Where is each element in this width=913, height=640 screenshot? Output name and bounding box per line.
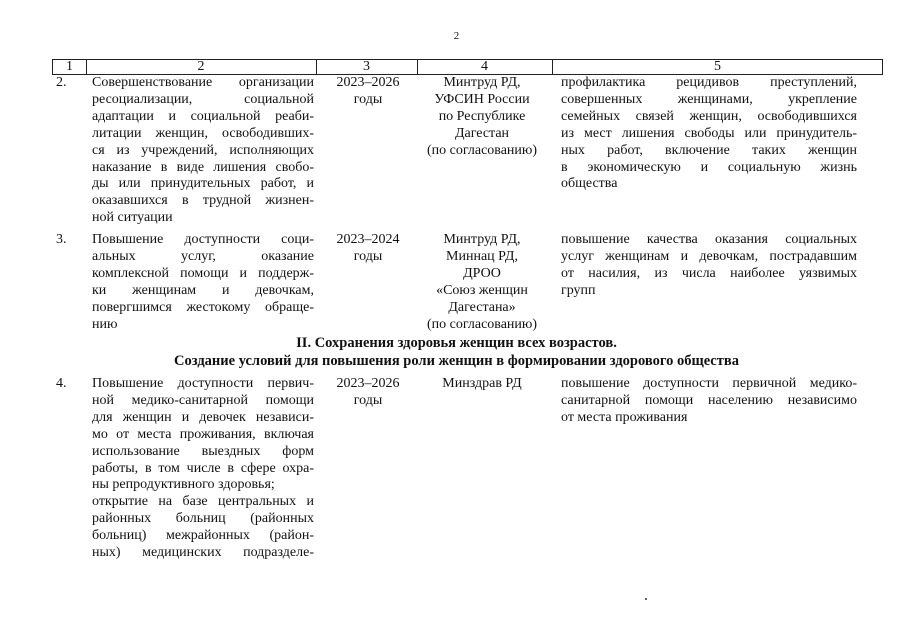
text-line: наказание в виде лишения свобо- — [92, 159, 314, 175]
text-line: ресоциализации, социальной — [92, 91, 314, 107]
column-header: 4 — [481, 59, 488, 74]
text-line: использование выездных форм — [92, 443, 314, 459]
row-number: 4. — [56, 376, 67, 391]
text-line: по Республике — [438, 108, 526, 124]
text-line: 2023–2026 — [336, 75, 400, 90]
text-line: открытие на базе центральных и — [92, 494, 314, 510]
text-line: «Союз женщин — [436, 282, 528, 298]
text-line: УФСИН России — [434, 91, 530, 107]
text-line: для женщин и девочек независи- — [92, 409, 314, 425]
period-cell — [318, 75, 418, 109]
text-line: оказавшихся в трудной жизнен- — [92, 193, 314, 209]
text-line: больниц) межрайонных (район- — [92, 528, 314, 544]
text-line: повышение доступности первичной медико- — [561, 376, 857, 391]
text-line: из мест лишения свободы или принудитель- — [561, 125, 857, 141]
text-line: Минздрав РД — [442, 376, 522, 391]
text-line: районных больниц (районных — [92, 511, 314, 527]
section-title: II. Сохранения здоровья женщин всех возрастов. — [296, 335, 617, 351]
text-line: повергшимся жестокому обраще- — [92, 299, 314, 315]
measure-cell — [92, 75, 314, 227]
period-cell — [318, 376, 418, 410]
text-line: Повышение доступности соци- — [92, 232, 314, 247]
row-number: 3. — [56, 232, 67, 247]
text-line: ных работ, включение таких женщин — [561, 142, 857, 158]
text-line: от насилия, из числа наиболее уязвимых — [561, 265, 857, 281]
result-cell — [561, 75, 857, 193]
text-line: санитарной помощи населению независимо — [561, 392, 857, 408]
text-line: в экономическую и социальную жизнь — [561, 159, 857, 175]
text-line: семейных связей женщин, освободившихся — [561, 108, 857, 124]
column-header: 1 — [66, 59, 73, 74]
text-line: годы — [353, 248, 383, 264]
text-line: (по согласованию) — [426, 142, 538, 158]
row-number: 2. — [56, 75, 67, 90]
text-line: ны репродуктивного здоровья; — [92, 477, 275, 493]
text-line: комплексной помощи и поддерж- — [92, 265, 314, 281]
text-line: годы — [353, 91, 383, 107]
measure-cell — [92, 232, 314, 333]
text-line: 2023–2024 — [336, 232, 400, 247]
text-line: мо от места проживания, включая — [92, 426, 314, 442]
text-line: Минтруд РД, — [443, 75, 521, 90]
text-line: работы, в том числе в сфере охра- — [92, 460, 314, 476]
text-line: Дагестана» — [448, 299, 516, 315]
measure-cell — [92, 376, 314, 562]
text-line: ДРОО — [463, 265, 501, 281]
text-line: совершенных женщинами, укрепление — [561, 91, 857, 107]
text-line: ных) медицинских подразделе- — [92, 545, 314, 561]
scan-speck — [645, 598, 647, 600]
text-line: ды или принудительных работ, и — [92, 176, 314, 192]
page-number: 2 — [453, 30, 460, 42]
text-line: общества — [561, 176, 618, 192]
executors-cell — [414, 232, 550, 333]
table-header-row — [52, 59, 883, 75]
text-line: годы — [353, 392, 383, 408]
text-line: ся из учреждений, исполняющих — [92, 142, 314, 158]
text-line: Миннац РД, — [446, 248, 518, 264]
section-subtitle: Создание условий для повышения роли женщин в формировании здорового общества — [174, 353, 739, 369]
text-line: ной ситуации — [92, 210, 173, 226]
text-line: 2023–2026 — [336, 376, 400, 391]
text-line: Повышение доступности первич- — [92, 376, 314, 391]
text-line: Минтруд РД, — [443, 232, 521, 247]
column-header: 2 — [197, 59, 205, 74]
text-line: профилактика рецидивов преступлений, — [561, 75, 857, 90]
text-line: ной медико-санитарной помощи — [92, 392, 314, 408]
executors-cell — [414, 376, 550, 393]
text-line: литации женщин, освободивших- — [92, 125, 314, 141]
text-line: от места проживания — [561, 409, 688, 425]
text-line: адаптации и социальной реаби- — [92, 108, 314, 124]
executors-cell — [414, 75, 550, 160]
column-header: 5 — [714, 59, 721, 74]
text-line: услуг женщинам и девочкам, пострадавшим — [561, 248, 857, 264]
text-line: Совершенствование организации — [92, 75, 314, 90]
text-line: повышение качества оказания социальных — [561, 232, 857, 247]
text-line: Дагестан — [454, 125, 510, 141]
result-cell — [561, 376, 857, 427]
text-line: групп — [561, 282, 596, 298]
text-line: ки женщинам и девочкам, — [92, 282, 314, 298]
result-cell — [561, 232, 857, 300]
text-line: нию — [92, 316, 118, 332]
text-line: (по согласованию) — [426, 316, 538, 332]
period-cell — [318, 232, 418, 266]
text-line: альных услуг, оказание — [92, 248, 314, 264]
column-header: 3 — [363, 59, 370, 74]
